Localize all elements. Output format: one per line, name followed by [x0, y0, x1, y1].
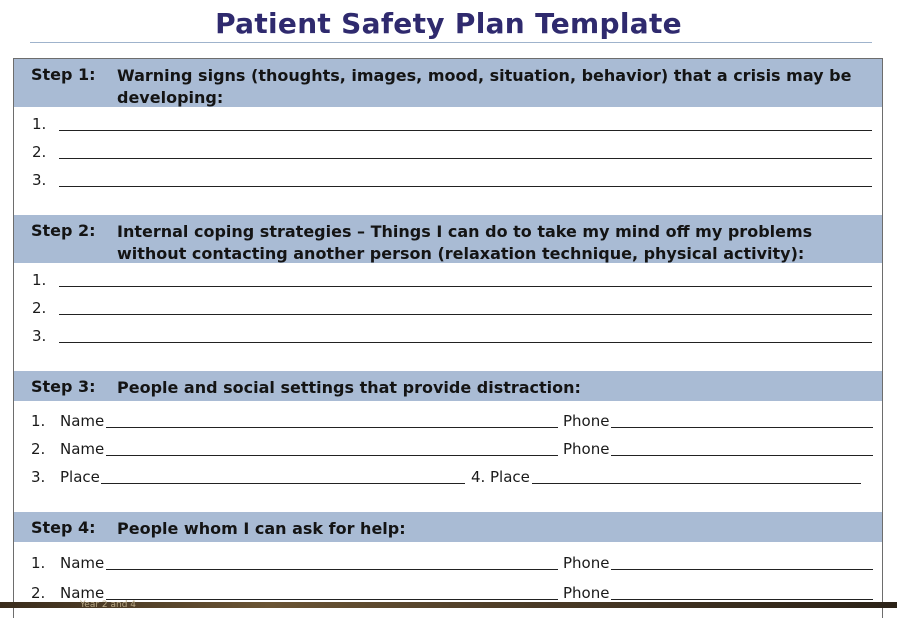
item-number: 4.	[471, 468, 486, 486]
step-1-item-1-field[interactable]	[59, 130, 872, 131]
step-1-item-2-field[interactable]	[59, 158, 872, 159]
step-1-label: Step 1:	[31, 65, 96, 84]
step-2-item-2	[32, 299, 872, 319]
page-title: Patient Safety Plan Template	[215, 7, 682, 40]
phone-label: Phone	[563, 412, 610, 430]
step-1-item-1	[32, 115, 872, 135]
step-4-phone-1-field[interactable]	[611, 569, 873, 570]
footer-fragment: Year 2 and 4	[80, 600, 137, 610]
name-label: Name	[60, 412, 105, 430]
step-3-place-4-field[interactable]	[532, 483, 861, 484]
title-divider	[30, 42, 872, 43]
step-1-item-3	[32, 171, 872, 191]
step-2-label: Step 2:	[31, 221, 96, 240]
step-2-item-1-field[interactable]	[59, 286, 872, 287]
step-4-label: Step 4:	[31, 518, 96, 537]
step-4-header	[14, 512, 882, 542]
place-label: Place	[490, 468, 530, 486]
item-number: 3.	[31, 468, 46, 486]
step-3-phone-1-field[interactable]	[611, 427, 873, 428]
phone-label: Phone	[563, 440, 610, 458]
step-1-description: Warning signs (thoughts, images, mood, situation, behavior) that a crisis may be developing:	[117, 66, 852, 107]
item-number: 2.	[32, 299, 47, 317]
step-1-header	[14, 59, 882, 107]
step-4-phone-2-field[interactable]	[611, 599, 873, 600]
item-number: 1.	[31, 554, 46, 572]
step-2-item-3	[32, 327, 872, 347]
name-label: Name	[60, 584, 105, 602]
step-1-item-3-field[interactable]	[59, 186, 872, 187]
item-number: 1.	[32, 115, 47, 133]
step-1-item-2	[32, 143, 872, 163]
phone-label: Phone	[563, 584, 610, 602]
item-number: 1.	[32, 271, 47, 289]
step-3-name-2-field[interactable]	[106, 455, 558, 456]
step-3-name-1-field[interactable]	[106, 427, 558, 428]
name-label: Name	[60, 440, 105, 458]
step-3-row-3	[31, 468, 873, 488]
step-3-description: People and social settings that provide distraction:	[117, 378, 581, 397]
step-2-description: Internal coping strategies – Things I can do to take my mind off my problems without contacting another person (relaxation technique, physical activity):	[117, 222, 813, 263]
step-3-place-3-field[interactable]	[101, 483, 465, 484]
step-4-row-1	[31, 554, 873, 574]
item-number: 2.	[32, 143, 47, 161]
name-label: Name	[60, 554, 105, 572]
item-number: 1.	[31, 412, 46, 430]
item-number: 3.	[32, 327, 47, 345]
place-label: Place	[60, 468, 100, 486]
step-3-row-2	[31, 440, 873, 460]
item-number: 3.	[32, 171, 47, 189]
step-3-row-1	[31, 412, 873, 432]
item-number: 2.	[31, 440, 46, 458]
step-2-header	[14, 215, 882, 263]
phone-label: Phone	[563, 554, 610, 572]
step-2-item-2-field[interactable]	[59, 314, 872, 315]
step-2-item-3-field[interactable]	[59, 342, 872, 343]
step-4-name-1-field[interactable]	[106, 569, 558, 570]
step-4-description: People whom I can ask for help:	[117, 519, 406, 538]
item-number: 2.	[31, 584, 46, 602]
step-4-name-2-field[interactable]	[106, 599, 558, 600]
step-3-label: Step 3:	[31, 377, 96, 396]
step-2-item-1	[32, 271, 872, 291]
step-3-phone-2-field[interactable]	[611, 455, 873, 456]
step-4-row-2	[31, 584, 873, 604]
safety-plan-table	[13, 58, 883, 618]
step-3-header	[14, 371, 882, 401]
